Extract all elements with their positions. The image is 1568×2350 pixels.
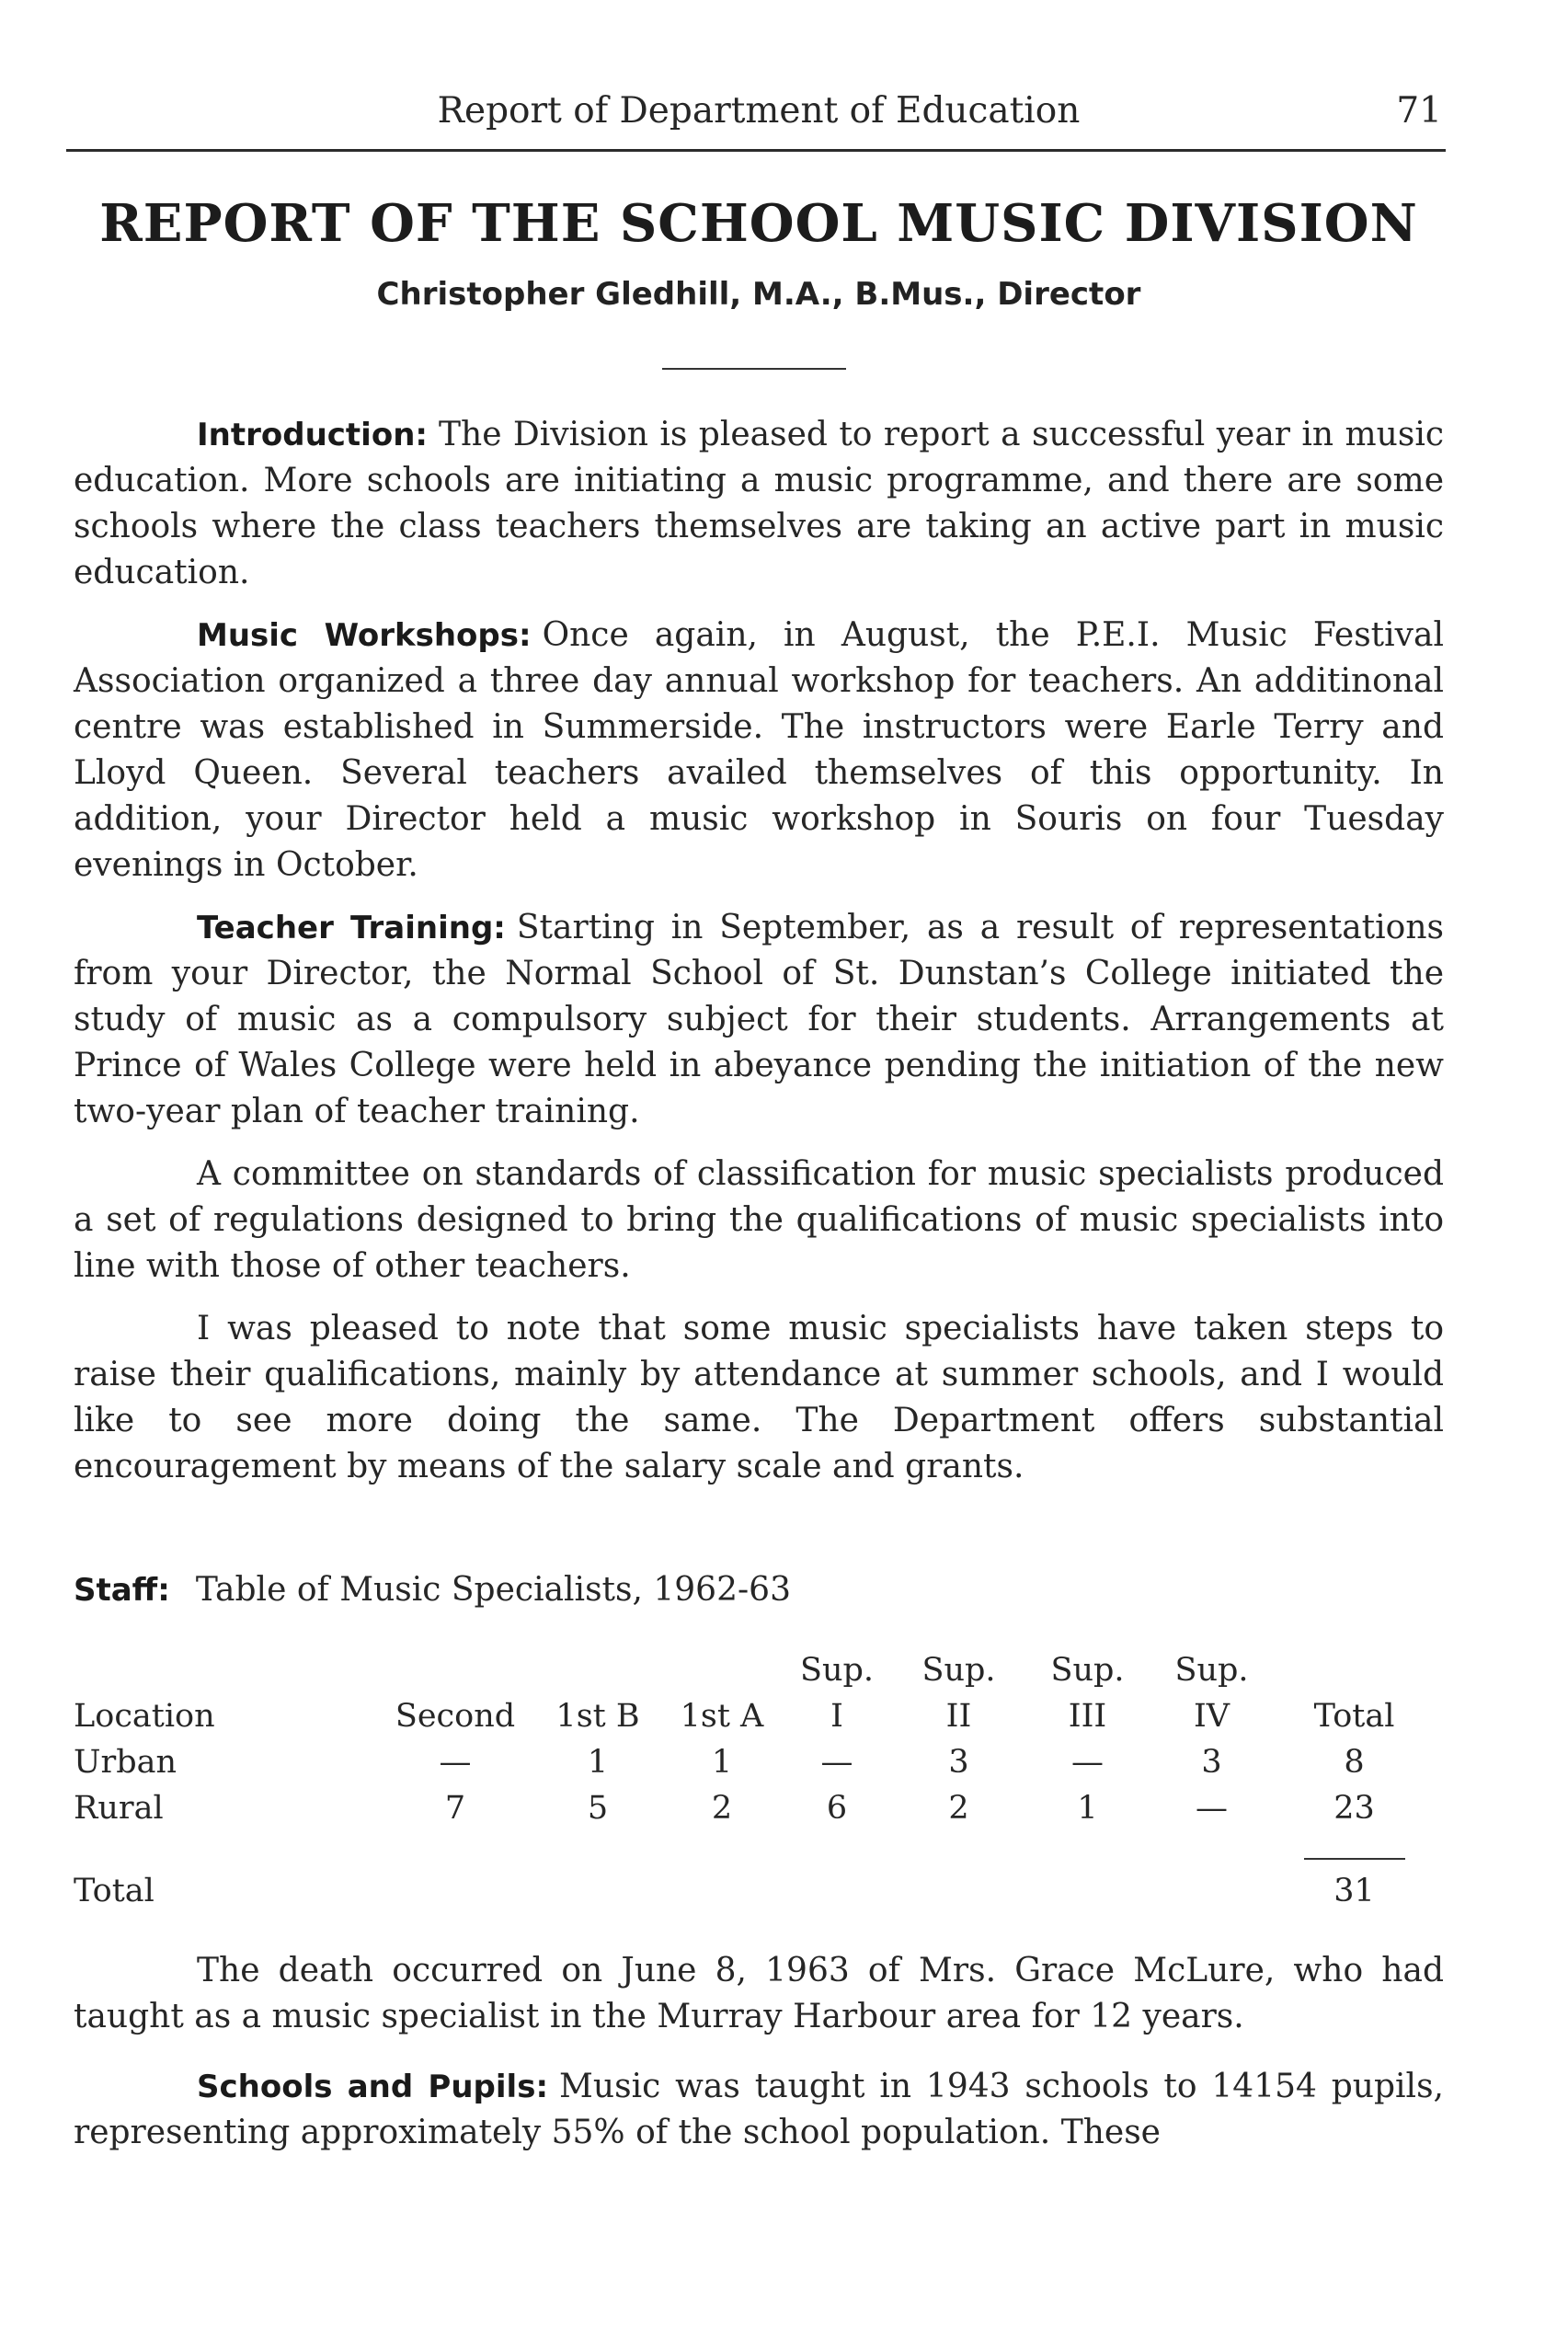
table-empty-cell <box>377 1863 1274 1909</box>
table-header-cell: Sup. <box>1174 1652 1249 1689</box>
table-header-cell <box>662 1643 782 1689</box>
report-body <box>74 412 1444 1507</box>
lead-teacher-training: Teacher Training: <box>197 910 506 946</box>
paragraph-text: Once again, in August, the P.E.I. Music Festival Association organized a three day annual workshop for teachers. An additinonal centre was established in Summerside. The instructors were Earle Terry and Lloyd Queen. Several teachers availed themselves of this opportunity. In addition, your Director held a music workshop in Souris on four Tuesday evenings in October. <box>74 616 1444 884</box>
table-header-cell: Location <box>74 1698 215 1735</box>
table-header-cell <box>74 1643 377 1689</box>
music-specialists-table <box>74 1643 1435 1909</box>
paragraph-text: A committee on standards of classification for music specialists produced a set of regulations designed to bring the qualifications of music specialists into line with those of other teachers. <box>74 1155 1444 1285</box>
table-cell: 1 <box>711 1744 733 1781</box>
total-label: Total <box>74 1873 155 1909</box>
total-rule <box>1304 1858 1405 1860</box>
paragraph-text: The death occurred on June 8, 1963 of Mrs. Grace McLure, who had taught as a music specialist in the Murray Harbour area for 12 years. <box>74 1952 1444 2035</box>
paragraph-schools-and-pupils <box>74 2064 1444 2156</box>
paragraph-obituary <box>74 1948 1444 2040</box>
total-value: 31 <box>1333 1873 1375 1909</box>
paragraph-teacher-training <box>74 905 1444 1135</box>
table-cell: 3 <box>948 1744 969 1781</box>
running-head <box>74 85 1444 142</box>
table-cell: 5 <box>587 1790 609 1827</box>
paragraph-music-workshops <box>74 613 1444 888</box>
table-cell: Urban <box>74 1744 177 1781</box>
table-header-cell <box>533 1643 662 1689</box>
report-title: REPORT OF THE SCHOOL MUSIC DIVISION <box>99 193 1418 254</box>
table-header-cell <box>377 1643 533 1689</box>
table-header-top-row <box>74 1643 1435 1689</box>
paragraph-committee <box>74 1152 1444 1290</box>
header-rule <box>66 149 1446 152</box>
paragraph-text: Music was taught in 1943 schools to 14154 pupils, representing approximately 55% of the school population. These <box>74 2068 1444 2151</box>
table-total-row <box>74 1863 1435 1909</box>
table-cell: 2 <box>711 1790 733 1827</box>
paragraph-text: I was pleased to note that some music specialists have taken steps to raise their qualifications, mainly by attendance at summer schools, and I would like to see more doing the same. The Department offers substantial encouragement by means of the salary scale and grants. <box>74 1310 1444 1485</box>
paragraph-text: Starting in September, as a result of representations from your Director, the Normal School of St. Dunstan’s College initiated the study of music as a compulsory subject for their students. Arrangements at Prince of Wales College were held in abeyance pending the initiation of the new two-year plan of teacher training. <box>74 909 1444 1130</box>
table-header-cell: 1st A <box>680 1698 764 1735</box>
table-cell: — <box>820 1744 853 1781</box>
table-cell: 23 <box>1333 1790 1375 1827</box>
table-row <box>74 1781 1435 1827</box>
table-cell: Rural <box>74 1790 164 1827</box>
table-cell: 8 <box>1344 1744 1365 1781</box>
running-head-title: Report of Department of Education <box>437 90 1081 132</box>
table-header-cell: Sup. <box>1050 1652 1125 1689</box>
lead-schools-and-pupils: Schools and Pupils: <box>197 2069 549 2105</box>
page-number: 71 <box>1396 90 1442 132</box>
table-caption: Table of Music Specialists, 1962-63 <box>195 1571 791 1609</box>
title-divider <box>662 368 846 370</box>
staff-caption <box>74 1571 1444 1609</box>
table-cell: — <box>1196 1790 1228 1827</box>
table-cell: 6 <box>826 1790 848 1827</box>
report-body-continued <box>74 1948 1444 2180</box>
table-header-row <box>74 1689 1435 1735</box>
table-header-cell: Sup. <box>921 1652 996 1689</box>
table-spacer-cell <box>74 1827 1274 1863</box>
table-header-cell: Total <box>1313 1698 1395 1735</box>
table-spacer-row <box>74 1827 1435 1863</box>
table-cell: 1 <box>1077 1790 1098 1827</box>
lead-introduction: Introduction: <box>197 417 428 453</box>
table-header-cell: II <box>945 1698 972 1735</box>
table-header-cell: 1st B <box>555 1698 640 1735</box>
table-cell: 2 <box>948 1790 969 1827</box>
paragraph-qualifications <box>74 1306 1444 1490</box>
table-header-cell: III <box>1068 1698 1107 1735</box>
table-header-cell <box>1274 1643 1435 1689</box>
table-header-cell: I <box>830 1698 843 1735</box>
paragraph-introduction <box>74 412 1444 596</box>
table-header-cell: IV <box>1193 1698 1230 1735</box>
table-header-cell: Second <box>395 1698 516 1735</box>
table-cell: 1 <box>587 1744 609 1781</box>
paragraph-text: The Division is pleased to report a successful year in music education. More schools are initiating a music programme, and there are some schools where the class teachers themselves are taking an active part in music education. <box>74 416 1444 591</box>
lead-music-workshops: Music Workshops: <box>197 617 532 654</box>
author-line: Christopher Gledhill, M.A., B.Mus., Director <box>376 276 1141 313</box>
table-cell: — <box>1071 1744 1104 1781</box>
total-rule-cell <box>1274 1827 1435 1863</box>
lead-staff: Staff: <box>74 1572 170 1609</box>
table-cell: — <box>439 1744 472 1781</box>
table-header-cell: Sup. <box>799 1652 875 1689</box>
table-cell: 7 <box>444 1790 466 1827</box>
table-cell: 3 <box>1201 1744 1222 1781</box>
table-row <box>74 1735 1435 1781</box>
